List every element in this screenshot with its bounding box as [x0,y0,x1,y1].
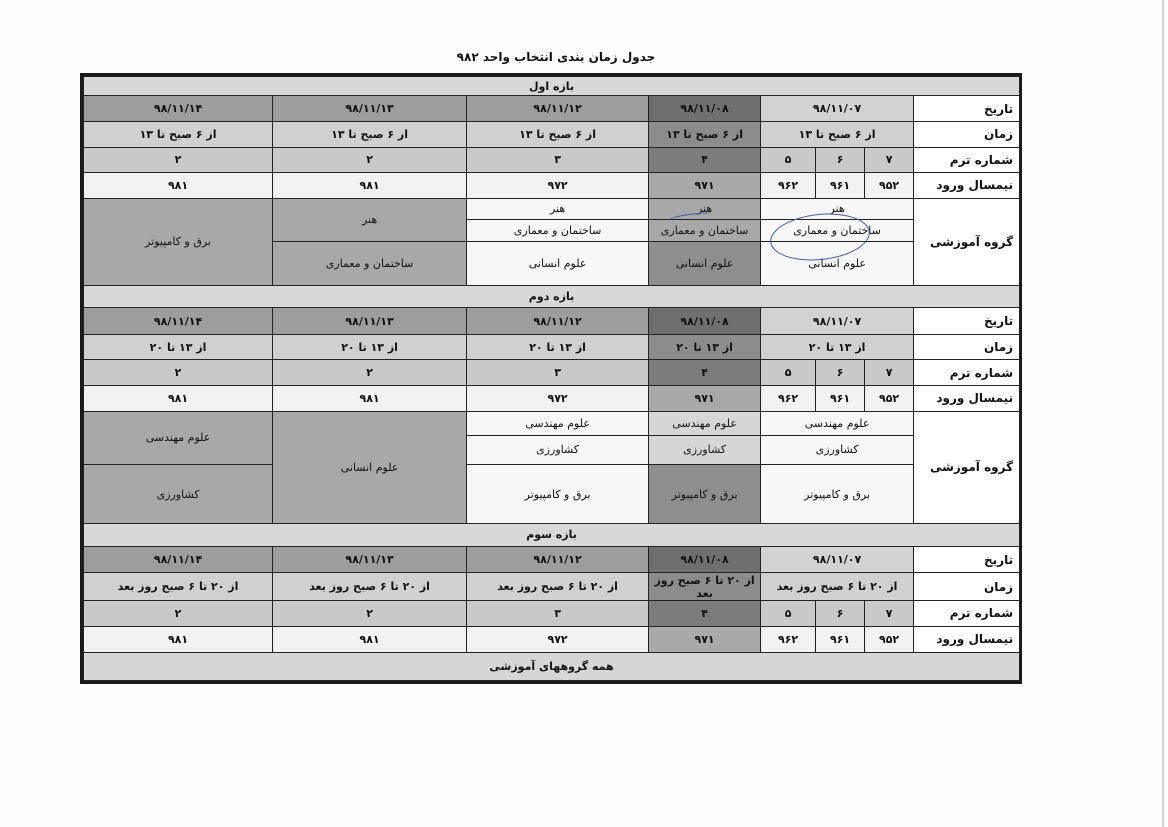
date-cell: ۹۸/۱۱/۱۲ [467,308,649,335]
group-cell: علوم مهندسی [649,411,761,436]
group-cell: هنر [761,198,914,219]
time-cell: از ۱۳ تا ۲۰ [273,334,467,360]
scan-edge [1162,0,1164,827]
group-cell: کشاورزی [649,436,761,465]
entry-cell: ۹۶۱ [816,386,865,412]
time-label: زمان [914,334,1020,360]
entry-cell: ۹۶۱ [816,626,865,653]
group-cell: علوم مهندسی [84,411,273,464]
term-number-label: شماره ترم [914,600,1020,626]
date-cell: ۹۸/۱۱/۰۷ [761,96,914,122]
date-label: تاریخ [914,308,1020,335]
entry-cell: ۹۶۱ [816,173,865,199]
group-cell: ساختمان و معماری [273,241,467,285]
date-label: تاریخ [914,96,1020,122]
group-cell: برق و کامپیوتر [761,464,914,523]
time-cell: از ۲۰ تا ۶ صبح روز بعد [467,573,649,601]
group-cell: کشاورزی [761,436,914,465]
group-cell: هنر [649,198,761,219]
group-cell: برق و کامپیوتر [84,198,273,285]
group-cell: ساختمان و معماری [467,220,649,241]
entry-semester-label: نیمسال ورود [914,173,1020,199]
group-cell: علوم انسانی [761,241,914,285]
term-cell: ۶ [816,600,865,626]
time-cell: از ۶ صبح تا ۱۳ [273,122,467,148]
term-cell: ۵ [761,360,816,386]
term-cell: ۵ [761,600,816,626]
time-label: زمان [914,573,1020,601]
period1-title: بازه اول [84,77,1020,96]
period2-title: بازه دوم [84,285,1020,308]
term-cell: ۲ [273,360,467,386]
date-cell: ۹۸/۱۱/۱۳ [273,546,467,573]
date-cell: ۹۸/۱۱/۱۴ [84,308,273,335]
group-cell: ساختمان و معماری [761,220,914,241]
period3-title: بازه سوم [84,524,1020,547]
time-cell: از ۱۳ تا ۲۰ [467,334,649,360]
date-cell: ۹۸/۱۱/۰۸ [649,96,761,122]
group-cell: برق و کامپیوتر [649,464,761,523]
entry-cell: ۹۸۱ [273,173,467,199]
term-cell: ۶ [816,360,865,386]
time-cell: از ۶ صبح تا ۱۳ [649,122,761,148]
entry-cell: ۹۸۱ [84,626,273,653]
entry-semester-label: نیمسال ورود [914,386,1020,412]
entry-cell: ۹۵۲ [865,626,914,653]
entry-cell: ۹۷۲ [467,626,649,653]
term-cell: ۵ [761,147,816,173]
entry-cell: ۹۷۱ [649,626,761,653]
entry-cell: ۹۵۲ [865,386,914,412]
date-cell: ۹۸/۱۱/۰۸ [649,308,761,335]
date-cell: ۹۸/۱۱/۰۷ [761,308,914,335]
group-cell: برق و کامپیوتر [467,464,649,523]
entry-cell: ۹۷۲ [467,386,649,412]
entry-cell: ۹۷۲ [467,173,649,199]
entry-cell: ۹۵۲ [865,173,914,199]
time-cell: از ۱۳ تا ۲۰ [761,334,914,360]
entry-cell: ۹۶۲ [761,173,816,199]
entry-cell: ۹۸۱ [273,386,467,412]
date-cell: ۹۸/۱۱/۱۴ [84,96,273,122]
term-cell: ۲ [84,360,273,386]
document-title: جدول زمان بندی انتخاب واحد ۹۸۲ [456,50,656,64]
time-cell: از ۶ صبح تا ۱۳ [84,122,273,148]
group-cell: علوم مهندسی [467,411,649,436]
entry-cell: ۹۸۱ [273,626,467,653]
time-cell: از ۲۰ تا ۶ صبح روز بعد [649,573,761,601]
term-number-label: شماره ترم [914,147,1020,173]
time-cell: از ۲۰ تا ۶ صبح روز بعد [761,573,914,601]
time-cell: از ۲۰ تا ۶ صبح روز بعد [273,573,467,601]
term-cell: ۲ [273,147,467,173]
group-cell: علوم انسانی [467,241,649,285]
time-label: زمان [914,122,1020,148]
schedule-table [80,73,1022,684]
term-cell: ۴ [649,147,761,173]
entry-cell: ۹۶۲ [761,626,816,653]
time-cell: از ۶ صبح تا ۱۳ [467,122,649,148]
term-cell: ۴ [649,360,761,386]
edu-group-label: گروه آموزشی [914,411,1020,524]
time-cell: از ۲۰ تا ۶ صبح روز بعد [84,573,273,601]
all-groups-cell: همه گروههای آموزشی [84,653,1020,681]
term-cell: ۲ [84,600,273,626]
edu-group-label: گروه آموزشی [914,198,1020,285]
date-cell: ۹۸/۱۱/۱۳ [273,96,467,122]
term-cell: ۲ [84,147,273,173]
term-cell: ۴ [649,600,761,626]
entry-cell: ۹۸۱ [84,173,273,199]
entry-cell: ۹۷۱ [649,173,761,199]
term-number-label: شماره ترم [914,360,1020,386]
term-cell: ۷ [865,360,914,386]
group-cell: هنر [467,198,649,219]
group-cell: کشاورزی [84,464,273,523]
term-cell: ۳ [467,600,649,626]
term-cell: ۷ [865,600,914,626]
term-cell: ۷ [865,147,914,173]
date-cell: ۹۸/۱۱/۱۲ [467,546,649,573]
entry-semester-label: نیمسال ورود [914,626,1020,653]
entry-cell: ۹۶۲ [761,386,816,412]
date-cell: ۹۸/۱۱/۰۷ [761,546,914,573]
time-cell: از ۶ صبح تا ۱۳ [761,122,914,148]
date-cell: ۹۸/۱۱/۰۸ [649,546,761,573]
date-label: تاریخ [914,546,1020,573]
term-cell: ۳ [467,147,649,173]
time-cell: از ۱۳ تا ۲۰ [84,334,273,360]
group-cell: کشاورزی [467,436,649,465]
entry-cell: ۹۷۱ [649,386,761,412]
term-cell: ۲ [273,600,467,626]
group-cell: هنر [273,198,467,241]
date-cell: ۹۸/۱۱/۱۳ [273,308,467,335]
term-cell: ۳ [467,360,649,386]
group-cell: ساختمان و معماری [649,220,761,241]
group-cell: علوم انسانی [273,411,467,524]
group-cell: علوم مهندسی [761,411,914,436]
entry-cell: ۹۸۱ [84,386,273,412]
time-cell: از ۱۳ تا ۲۰ [649,334,761,360]
date-cell: ۹۸/۱۱/۱۴ [84,546,273,573]
group-cell: علوم انسانی [649,241,761,285]
date-cell: ۹۸/۱۱/۱۲ [467,96,649,122]
term-cell: ۶ [816,147,865,173]
